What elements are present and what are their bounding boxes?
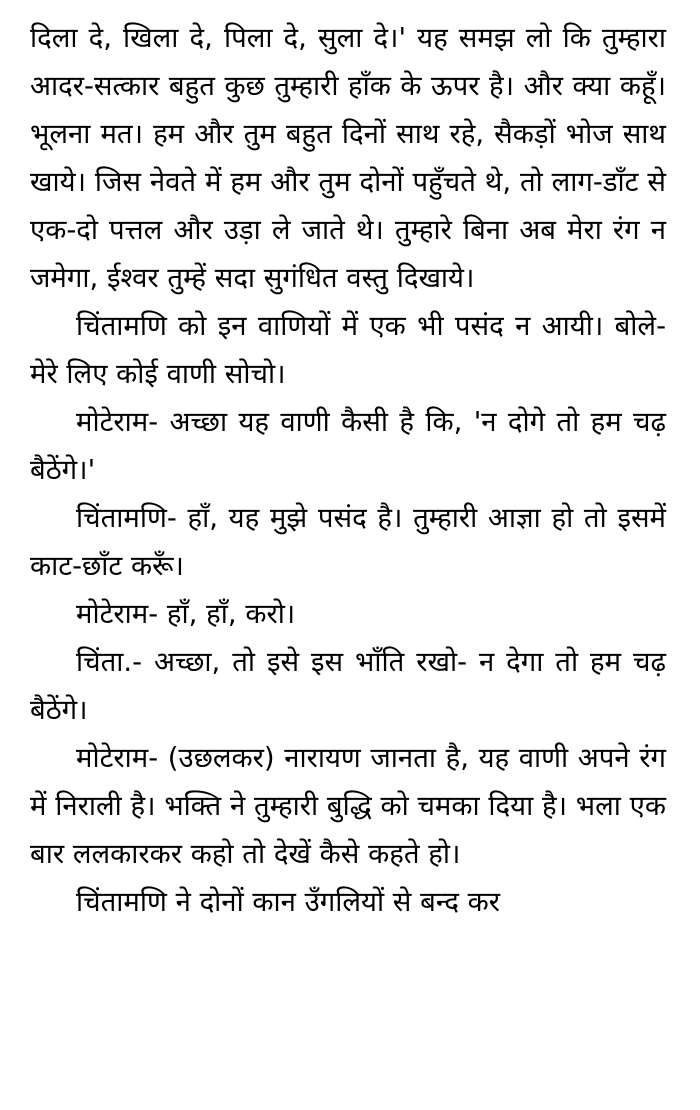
- paragraph-6: चिंता.- अच्छा, तो इसे इस भाँति रखो- न देगा तो हम चढ़ बैठेंगे।: [30, 646, 666, 726]
- paragraph-5: मोटेराम- हाँ, हाँ, करो।: [76, 598, 296, 630]
- paragraph-2: चिंतामणि को इन वाणियों में एक भी पसंद न आयी। बोले- मेरे लिए कोई वाणी सोचो।: [30, 310, 666, 390]
- document-page: [30, 14, 666, 926]
- paragraph-4: चिंतामणि- हाँ, यह मुझे पसंद है। तुम्हारी आज्ञा हो तो इसमें काट-छाँट करूँ।: [30, 502, 666, 582]
- paragraph-8: चिंतामणि ने दोनों कान उँगलियों से बन्द कर: [76, 886, 501, 918]
- paragraph-3: मोटेराम- अच्छा यह वाणी कैसी है कि, 'न दोगे तो हम चढ़ बैठेंगे।': [30, 406, 666, 486]
- paragraph-7: मोटेराम- (उछलकर) नारायण जानता है, यह वाणी अपने रंग में निराली है। भक्ति ने तुम्हारी बुद्धि को चमका दिया है। भला एक बार ललकारकर कहो तो देखें कैसे कहते हो।: [30, 742, 666, 870]
- paragraph-1: दिला दे, खिला दे, पिला दे, सुला दे।' यह समझ लो कि तुम्हारा आदर-सत्कार बहुत कुछ तुम्हारी हाँक के ऊपर है। और क्या कहूँ। भूलना मत। हम और तुम बहुत दिनों साथ रहे, सैकड़ों भोज साथ खाये। जिस नेवते में हम और तुम दोनों पहुँचते थे, तो लाग-डाँट से एक-दो पत्तल और उड़ा ले जाते थे। तुम्हारे बिना अब मेरा रंग न जमेगा, ईश्वर तुम्हें सदा सुगंधित वस्तु दिखाये।: [30, 22, 666, 294]
